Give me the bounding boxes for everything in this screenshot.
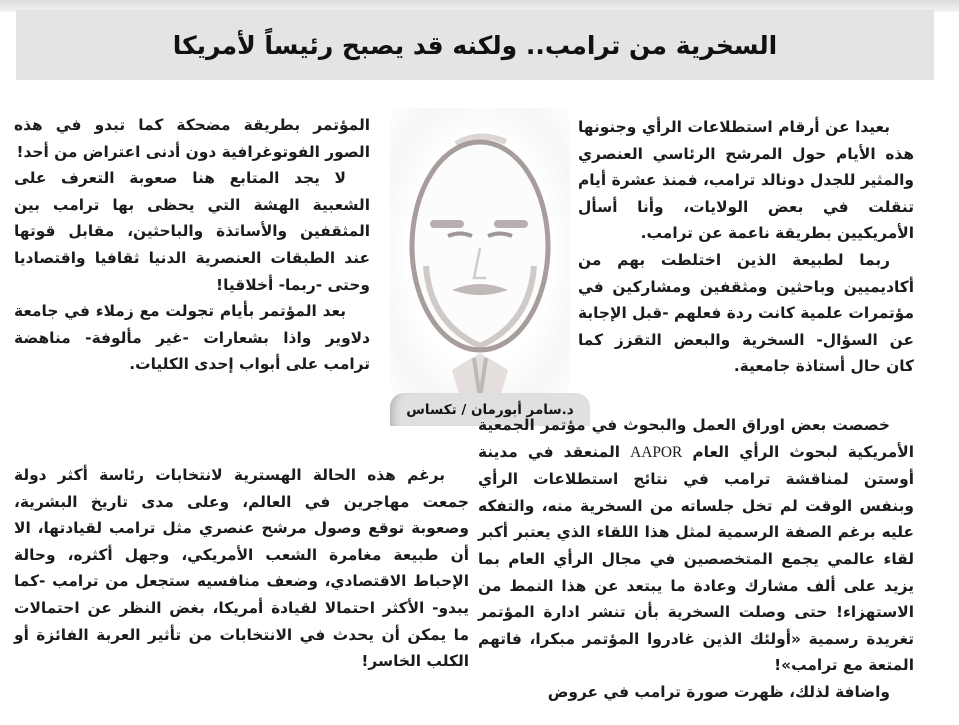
paragraph: ربما لطبيعة الذين اختلطت بهم من أكاديميين وباحثين ومثقفين ومشاركين في مؤتمرات علمية كانت ردة فعلهم -قبل الإجابة عن السؤال- السخرية والبعض التقزز كما كان حال أستاذة جامعية. xyxy=(578,250,914,376)
paragraph: المؤتمر بطريقة مضحكة كما تبدو في هذه الصور الفوتوغرافية دون أدنى اعتراض من أحد! xyxy=(14,116,370,161)
acronym: AAPOR xyxy=(630,443,683,461)
article-column-left-top xyxy=(14,112,370,378)
author-photo xyxy=(390,108,570,398)
article-column-right-top xyxy=(578,114,914,380)
paragraph xyxy=(478,412,914,679)
article-headline: السخرية من ترامب.. ولكنه قد يصبح رئيساً لأمريكا xyxy=(172,30,778,60)
paragraph-text: المنعقد في مدينة أوستن لمناقشة ترامب في نتائج استطلاعات الرأي وبنفس الوقت لم تخل جلساته من السخرية منه، والتفكه عليه برغم الصفة الرسمية لمثل هذا اللقاء الذي يعتبر أكبر لقاء عالمي يجمع المتخصصين في مجال الرأي العام بما يزيد على ألف مشارك وعادة ما يبتعد عن هذا النمط من الاستهزاء! حتى وصلت السخرية بأن تنشر ادارة المؤتمر تغريدة رسمية «أولئك الذين غادروا المؤتمر مبكرا، فاتهم المتعة مع ترامب»! xyxy=(478,442,914,675)
paragraph-text: خصصت بعض اوراق العمل والبحوث في مؤتمر الجمعية الأمريكية لبحوث الرأي العام xyxy=(478,416,914,461)
paragraph: بعد المؤتمر بأيام تجولت مع زملاء في جامعة دلاوير واذا بشعارات -غير مألوفة- مناهضة ترامب على أبواب إحدى الكليات. xyxy=(14,302,370,374)
article-column-right-bottom xyxy=(478,412,914,706)
article-column-left-bottom xyxy=(14,462,469,675)
paragraph: برغم هذه الحالة الهسترية لانتخابات رئاسة أكثر دولة جمعت مهاجرين في العالم، وعلى مدى تاريخ البشرية، وصعوبة توقع وصول مرشح عنصري مثل ترامب لقيادتها، الا أن طبيعة مغامرة الشعب الأمريكي، وجهل أكثره، وحالة الإحباط الاقتصادي، وضعف منافسيه ستجعل من ترامب -كما يبدو- الأكثر احتمالا لقيادة أمريكا، بغض النظر عن احتمالات ما يمكن أن يحدث في الانتخابات من تأثير العربة الفائزة أو الكلب الخاسر! xyxy=(14,466,469,671)
photo-caption: د.سامر أبورمان / تكساس xyxy=(390,393,590,426)
paragraph: لا يجد المتابع هنا صعوبة التعرف على الشعبية الهشة التي يحظى بها ترامب بين المثقفين والأساتذة والباحثين، مقابل قوتها عند الطبقات العنصرية الدنيا ثقافيا واقتصاديا وحتى -ربما- أخلاقيا! xyxy=(14,169,370,294)
paragraph: بعيدا عن أرقام استطلاعات الرأي وجنونها هذه الأيام حول المرشح الرئاسي العنصري والمثير للجدل دونالد ترامب، فمنذ عشرة أيام تنقلت في بعض الولايات، وأنا أسأل الأمريكيين بطريقة ناعمة عن ترامب. xyxy=(578,118,914,243)
headline-banner xyxy=(16,10,934,80)
author-portrait-icon xyxy=(390,108,570,398)
paragraph: واضافة لذلك، ظهرت صورة ترامب في عروض xyxy=(547,682,890,701)
